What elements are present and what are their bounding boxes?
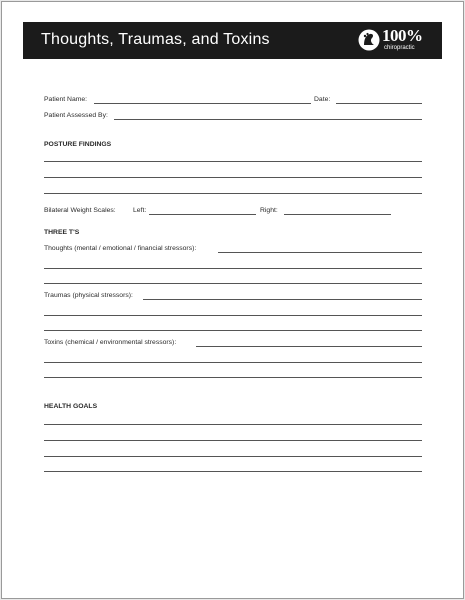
toxins-line[interactable] (44, 377, 422, 378)
logo-subtitle: chiropractic (384, 45, 415, 51)
form-page (1, 1, 464, 599)
bilateral-weight-scales-label: Bilateral Weight Scales: (44, 207, 116, 214)
three-ts-heading: THREE T'S (44, 229, 80, 236)
traumas-line[interactable] (44, 315, 422, 316)
posture-findings-line[interactable] (44, 161, 422, 162)
page-title: Thoughts, Traumas, and Toxins (41, 31, 270, 48)
toxins-label: Toxins (chemical / environmental stressors): (44, 339, 177, 346)
date-label: Date: (314, 96, 331, 103)
thoughts-line[interactable] (218, 252, 422, 253)
header-bar (23, 22, 442, 59)
traumas-label: Traumas (physical stressors): (44, 292, 133, 299)
left-weight-label: Left: (133, 207, 147, 214)
traumas-line[interactable] (143, 299, 422, 300)
left-weight-line[interactable] (149, 214, 256, 215)
thoughts-label: Thoughts (mental / emotional / financial stressors): (44, 245, 197, 252)
posture-findings-heading: POSTURE FINDINGS (44, 141, 112, 148)
date-line[interactable] (336, 103, 422, 104)
traumas-line[interactable] (44, 330, 422, 331)
posture-findings-line[interactable] (44, 177, 422, 178)
spine-logo-icon (358, 29, 380, 51)
thoughts-line[interactable] (44, 268, 422, 269)
toxins-line[interactable] (44, 362, 422, 363)
health-goals-line[interactable] (44, 440, 422, 441)
patient-assessed-by-label: Patient Assessed By: (44, 112, 108, 119)
health-goals-line[interactable] (44, 456, 422, 457)
right-weight-line[interactable] (284, 214, 391, 215)
thoughts-line[interactable] (44, 283, 422, 284)
logo-wordmark: 100% (382, 26, 423, 45)
health-goals-line[interactable] (44, 424, 422, 425)
patient-assessed-by-line[interactable] (114, 119, 422, 120)
health-goals-line[interactable] (44, 471, 422, 472)
toxins-line[interactable] (196, 346, 422, 347)
patient-name-line[interactable] (94, 103, 311, 104)
right-weight-label: Right: (260, 207, 278, 214)
brand-logo (358, 27, 434, 55)
patient-name-label: Patient Name: (44, 96, 88, 103)
posture-findings-line[interactable] (44, 193, 422, 194)
health-goals-heading: HEALTH GOALS (44, 403, 98, 410)
